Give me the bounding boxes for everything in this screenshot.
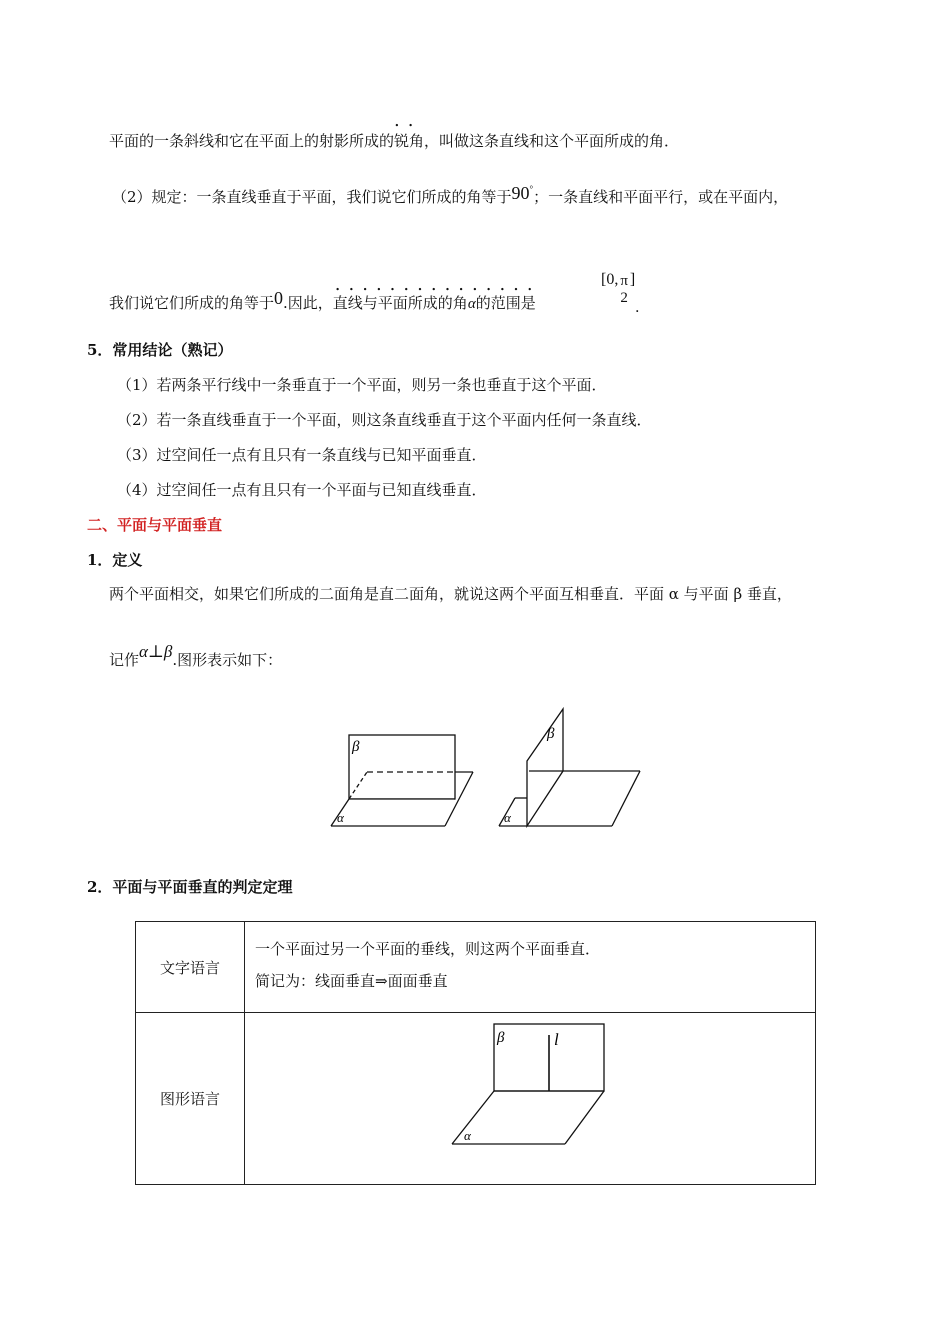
plane-alpha: [452, 1091, 494, 1144]
figure-perpendicular-planes-2: [495, 705, 645, 830]
math-90: 90°: [511, 183, 534, 203]
label-beta: β: [497, 1030, 505, 1046]
theorem-short-form: 简记为：线面垂直⇒面面垂直: [255, 972, 448, 990]
label-alpha: α: [337, 810, 344, 825]
paragraph-oblique-angle-definition: 平面的一条斜线和它在平面上的射影所成的 .. 锐角，叫做这条直线和这个平面所成的角．: [109, 110, 680, 150]
list-item: （3）过空间任一点有且只有一条直线与已知平面垂直．: [117, 446, 487, 464]
label-alpha: α: [504, 810, 511, 825]
cell-text-language: [245, 922, 816, 1013]
table-row: [136, 1013, 816, 1185]
figure-perpendicular-planes-1: [325, 730, 480, 830]
plane-beta: [527, 709, 563, 826]
label-beta: β: [352, 739, 360, 755]
theorem-table: [135, 921, 816, 1185]
emphasis-angle-range: ............... 直线与平面所成的角: [332, 274, 541, 312]
heading-definition: 1．定义: [87, 551, 143, 569]
figure-criterion: [245, 1013, 815, 1184]
emphasis-acute-angle: .. 锐角: [394, 110, 425, 150]
heading-common-conclusions: 5．常用结论（熟记）: [87, 341, 233, 359]
label-alpha: α: [464, 1128, 471, 1143]
math-zero: 0: [274, 288, 284, 308]
paragraph-angle-range: 我们说它们所成的角等于0.因此， ............... 直线与平面所成的角α的范围是: [109, 274, 541, 312]
row-label-figure-language: 图形语言: [136, 1013, 245, 1185]
math-range-interval: [0, π 2 ].: [601, 270, 640, 316]
list-item: （2）若一条直线垂直于一个平面，则这条直线垂直于这个平面内任何一条直线．: [117, 411, 652, 429]
heading-perpendicular-criterion: 2．平面与平面垂直的判定定理: [87, 878, 293, 896]
math-alpha-perp-beta: α⊥β: [139, 642, 173, 661]
table-row: [136, 922, 816, 1013]
theorem-statement: 一个平面过另一个平面的垂线，则这两个平面垂直．: [255, 940, 601, 958]
row-label-text-language: 文字语言: [136, 922, 245, 1013]
label-beta: β: [547, 726, 555, 742]
paragraph-notation: 记作α⊥β.图形表示如下：: [109, 642, 283, 669]
paragraph-definition: 两个平面相交，如果它们所成的二面角是直二面角，就说这两个平面互相垂直．平面 α 与平面 β 垂直，: [109, 585, 792, 603]
paragraph-rule-perpendicular: （2）规定：一条直线垂直于平面，我们说它们所成的角等于90°；一条直线和平面平行，或在平面内，: [112, 183, 789, 206]
fraction-pi-over-2: π 2: [620, 273, 628, 306]
list-item: （1）若两条平行线中一条垂直于一个平面，则另一条也垂直于这个平面．: [117, 376, 607, 394]
cell-figure-language: [245, 1013, 816, 1185]
label-l: l: [554, 1030, 559, 1049]
heading-plane-plane-perpendicular: 二、平面与平面垂直: [87, 516, 223, 534]
math-alpha: α: [467, 296, 476, 312]
list-item: （4）过空间任一点有且只有一个平面与已知直线垂直．: [117, 481, 487, 499]
plane-beta: [349, 735, 455, 799]
